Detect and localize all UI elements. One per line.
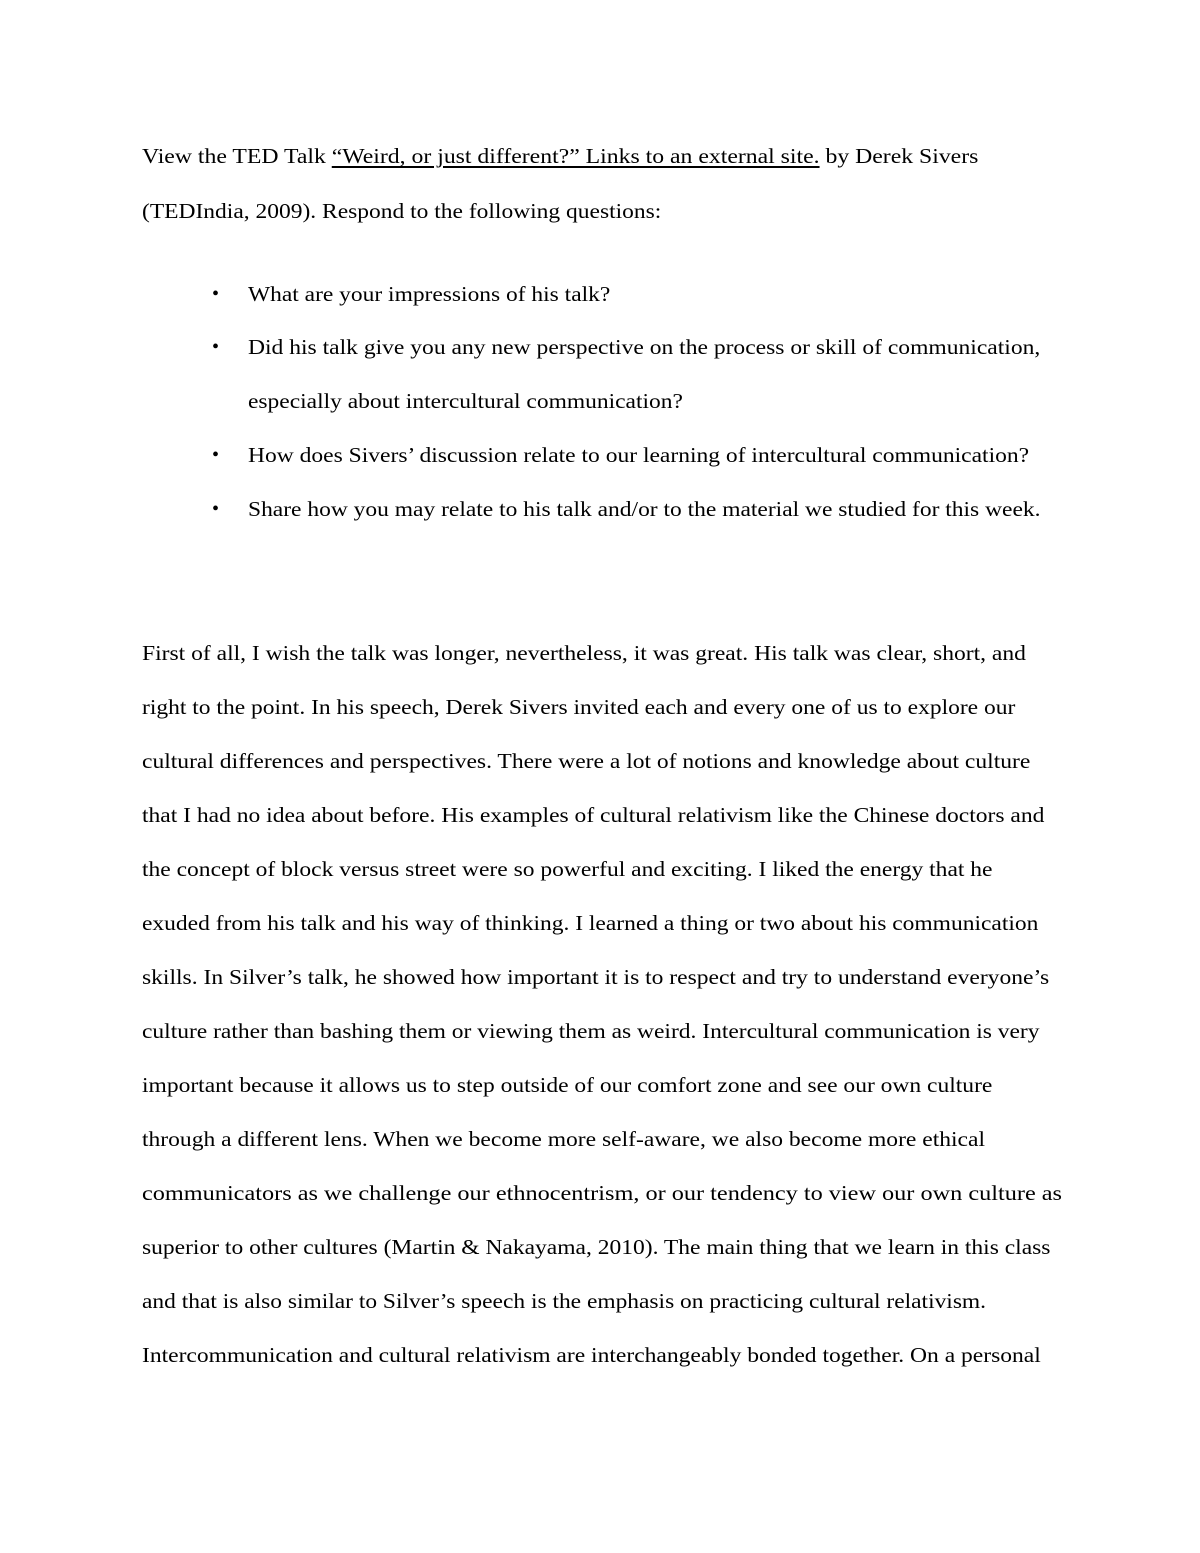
response-line: Intercommunication and cultural relativism are interchangeably bonded together. On a personal — [142, 1343, 1041, 1367]
ted-talk-link[interactable]: “Weird, or just different?” Links to an external site. — [331, 144, 820, 168]
response-line: exuded from his talk and his way of thinking. I learned a thing or two about his communication — [142, 911, 1039, 935]
question-item — [0, 284, 1200, 314]
question-item-continuation — [0, 391, 1200, 421]
response-line: First of all, I wish the talk was longer, nevertheless, it was great. His talk was clear, short, and — [142, 641, 1026, 665]
prompt-intro-line — [142, 146, 978, 167]
question-text: Did his talk give you any new perspective on the process or skill of communication, — [248, 335, 1041, 359]
question-text: How does Sivers’ discussion relate to our learning of intercultural communication? — [248, 443, 1030, 467]
bullet-icon: • — [212, 444, 220, 466]
response-line: superior to other cultures (Martin & Nakayama, 2010). The main thing that we learn in this class — [142, 1235, 1051, 1259]
response-line: culture rather than bashing them or viewing them as weird. Intercultural communication is very — [142, 1019, 1040, 1043]
question-item — [0, 337, 1200, 367]
response-line: important because it allows us to step outside of our comfort zone and see our own culture — [142, 1073, 993, 1097]
response-line: communicators as we challenge our ethnocentrism, or our tendency to view our own culture as — [142, 1181, 1063, 1205]
question-text: What are your impressions of his talk? — [248, 282, 611, 306]
response-line: cultural differences and perspectives. There were a lot of notions and knowledge about culture — [142, 749, 1031, 773]
response-line: and that is also similar to Silver’s speech is the emphasis on practicing cultural relativism. — [142, 1289, 987, 1313]
prompt-intro-text: View the TED Talk — [142, 144, 332, 168]
bullet-icon: • — [212, 498, 220, 520]
question-text: Share how you may relate to his talk and/or to the material we studied for this week. — [248, 497, 1041, 521]
response-line: skills. In Silver’s talk, he showed how important it is to respect and try to understand everyone’s — [142, 965, 1050, 989]
bullet-icon: • — [212, 283, 220, 305]
prompt-intro-line-2: (TEDIndia, 2009). Respond to the following questions: — [142, 199, 662, 223]
question-item — [0, 445, 1200, 475]
question-item — [0, 499, 1200, 529]
bullet-icon: • — [212, 336, 220, 358]
response-line: that I had no idea about before. His examples of cultural relativism like the Chinese doctors and — [142, 803, 1045, 827]
response-line: through a different lens. When we become more self-aware, we also become more ethical — [142, 1127, 985, 1151]
prompt-intro-author: by Derek Sivers — [819, 144, 979, 168]
question-text: especially about intercultural communication? — [248, 389, 683, 413]
response-line: the concept of block versus street were so powerful and exciting. I liked the energy that he — [142, 857, 993, 881]
response-line: right to the point. In his speech, Derek Sivers invited each and every one of us to explore our — [142, 695, 1016, 719]
